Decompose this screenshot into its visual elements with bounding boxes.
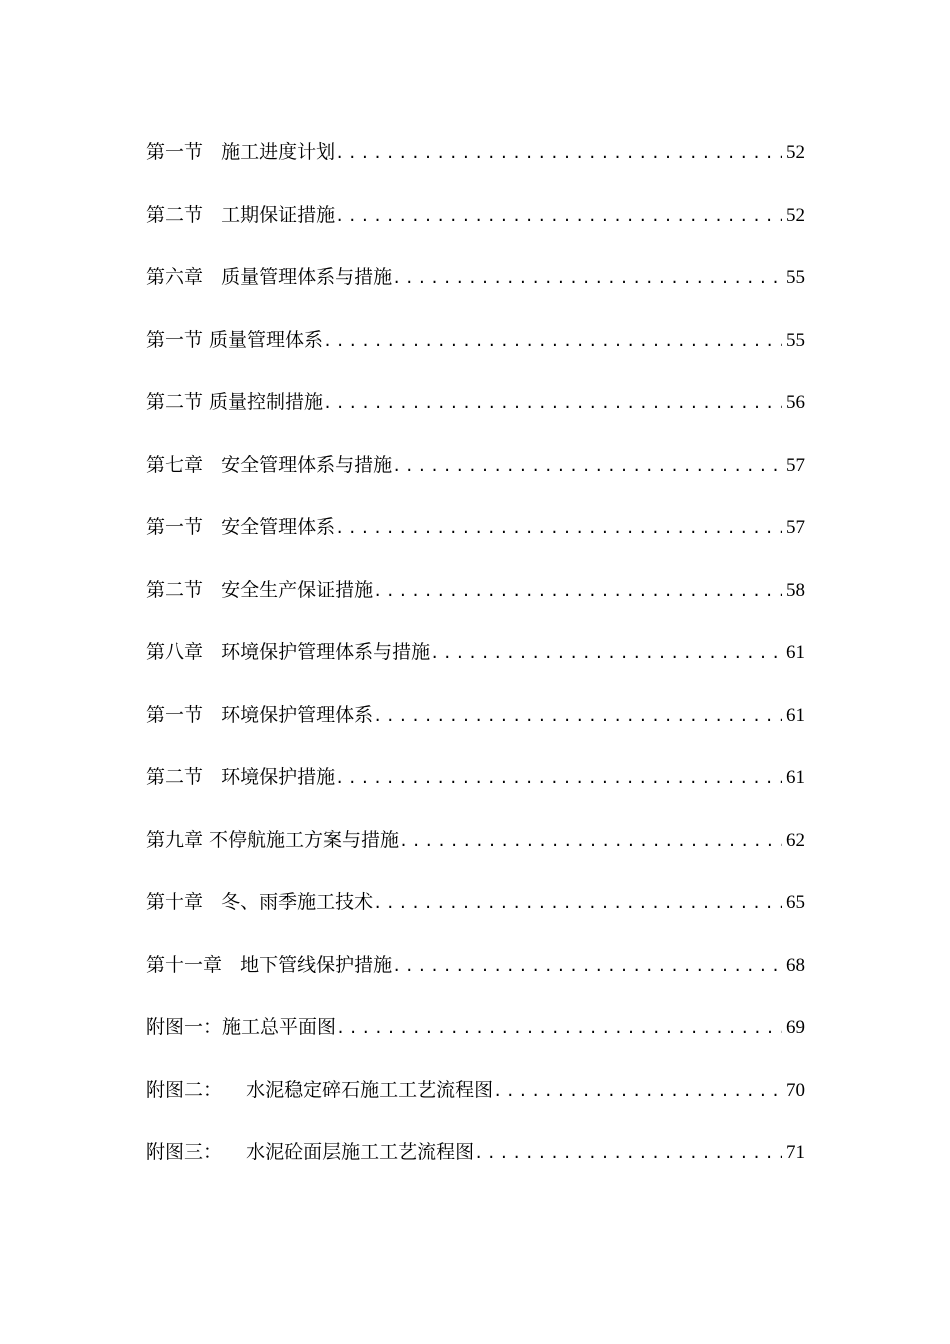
toc-entry[interactable] [146,635,805,698]
toc-page-number: 57 [786,454,805,476]
toc-dot-leader [392,261,782,295]
toc-dot-leader [493,1074,782,1108]
table-of-contents [146,135,805,1198]
toc-page-number: 61 [786,767,805,788]
toc-dot-leader [373,699,782,733]
toc-dot-leader [474,1136,782,1170]
toc-dot-leader [336,1011,782,1045]
toc-entry[interactable] [146,823,805,886]
toc-entry-title: 第一节 质量管理体系 [146,328,324,351]
toc-entry[interactable] [146,1010,805,1073]
toc-entry-title: 附图三： 水泥砼面层施工工艺流程图 [146,1141,475,1163]
toc-entry[interactable] [146,573,805,636]
toc-page-number: 52 [786,204,805,226]
toc-dot-leader [392,449,782,483]
toc-page-number: 68 [786,954,805,976]
toc-entry-title: 第十一章 地下管线保护措施 [146,953,393,976]
toc-dot-leader [323,324,782,358]
toc-entry[interactable] [146,698,805,761]
toc-page-number: 65 [786,892,805,913]
toc-page-number: 57 [786,517,805,538]
toc-dot-leader [335,511,782,545]
toc-page-number: 70 [786,1079,805,1101]
toc-entry-title: 第二节 质量控制措施 [146,391,324,413]
toc-dot-leader [392,949,782,983]
toc-entry-title: 第八章 环境保护管理体系与措施 [146,641,431,663]
toc-entry-title: 第二节 安全生产保证措施 [146,578,374,601]
toc-entry[interactable] [146,1073,805,1136]
toc-entry-title: 第一节 施工进度计划 [146,141,336,163]
toc-entry-title: 第一节 安全管理体系 [146,516,336,538]
toc-entry[interactable] [146,135,805,198]
toc-entry-title: 第六章 质量管理体系与措施 [146,266,393,288]
toc-dot-leader [335,761,782,795]
toc-page-number: 55 [786,329,805,351]
toc-entry[interactable] [146,323,805,386]
toc-page-number: 61 [786,704,805,726]
toc-entry[interactable] [146,885,805,948]
toc-entry-title: 第二节 环境保护措施 [146,766,336,788]
toc-dot-leader [335,136,782,170]
toc-dot-leader [373,886,782,920]
toc-entry[interactable] [146,198,805,261]
toc-entry-title: 第十章 冬、雨季施工技术 [146,891,374,913]
toc-page-number: 69 [786,1017,805,1038]
toc-entry[interactable] [146,448,805,511]
toc-entry[interactable] [146,1135,805,1198]
toc-page-number: 62 [786,829,805,851]
toc-entry[interactable] [146,385,805,448]
toc-dot-leader [323,386,782,420]
toc-page-number: 71 [786,1142,805,1163]
toc-entry[interactable] [146,260,805,323]
toc-entry[interactable] [146,948,805,1011]
toc-entry-title: 第七章 安全管理体系与措施 [146,453,393,476]
toc-entry[interactable] [146,760,805,823]
toc-entry-title: 第一节 环境保护管理体系 [146,703,374,726]
toc-dot-leader [335,199,782,233]
toc-page-number: 52 [786,142,805,163]
toc-dot-leader [399,824,782,858]
toc-entry-title: 第九章 不停航施工方案与措施 [146,828,400,851]
toc-entry-title: 附图二： 水泥稳定碎石施工工艺流程图 [146,1078,494,1101]
toc-entry-title: 附图一：施工总平面图 [146,1016,337,1038]
toc-page-number: 58 [786,579,805,601]
toc-page-number: 56 [786,392,805,413]
toc-page-number: 55 [786,267,805,288]
toc-page-number: 61 [786,642,805,663]
toc-dot-leader [430,636,782,670]
toc-dot-leader [373,574,782,608]
toc-entry-title: 第二节 工期保证措施 [146,203,336,226]
toc-entry[interactable] [146,510,805,573]
